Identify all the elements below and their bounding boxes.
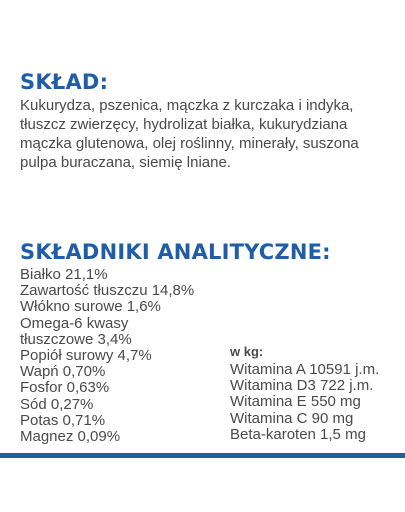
list-item: Wapń 0,70% [20, 363, 106, 381]
list-item: Witamina D3 722 j.m. [230, 377, 374, 395]
list-item: Zawartość tłuszczu 14,8% [20, 282, 195, 300]
analytical-heading: SKŁADNIKI ANALITYCZNE: [20, 240, 331, 264]
analytical-list [20, 267, 230, 445]
list-item: Białko 21,1% [20, 266, 108, 283]
list-item: Witamina C 90 mg [230, 409, 354, 427]
list-item: Beta-karoten 1,5 mg [230, 425, 366, 443]
composition-text: Kukurydza, pszenica, mączka z kurczaka i indyka, tłuszcz zwierzęcy, hydrolizat białka, kukurydziana mączka glutenowa, olej roślinny, minerały, suszona pulpa buraczana, siemię lniane. [20, 97, 359, 171]
per-kg-label: w kg: [230, 344, 264, 359]
composition-heading: SKŁAD: [20, 70, 109, 94]
accent-divider [0, 453, 405, 458]
list-item: Włókno surowe 1,6% [20, 298, 161, 316]
list-item: Witamina E 550 mg [230, 393, 361, 411]
list-item: Omega-6 kwasy [20, 314, 129, 332]
vitamins-list [230, 362, 400, 443]
list-item: Fosfor 0,63% [20, 379, 110, 397]
list-item: Sód 0,27% [20, 395, 94, 413]
list-item: Popiół surowy 4,7% [20, 347, 152, 365]
list-item: Potas 0,71% [20, 411, 106, 429]
list-item: Magnez 0,09% [20, 428, 121, 446]
list-item: Witamina A 10591 j.m. [230, 361, 380, 378]
list-item: tłuszczowe 3,4% [20, 330, 132, 348]
